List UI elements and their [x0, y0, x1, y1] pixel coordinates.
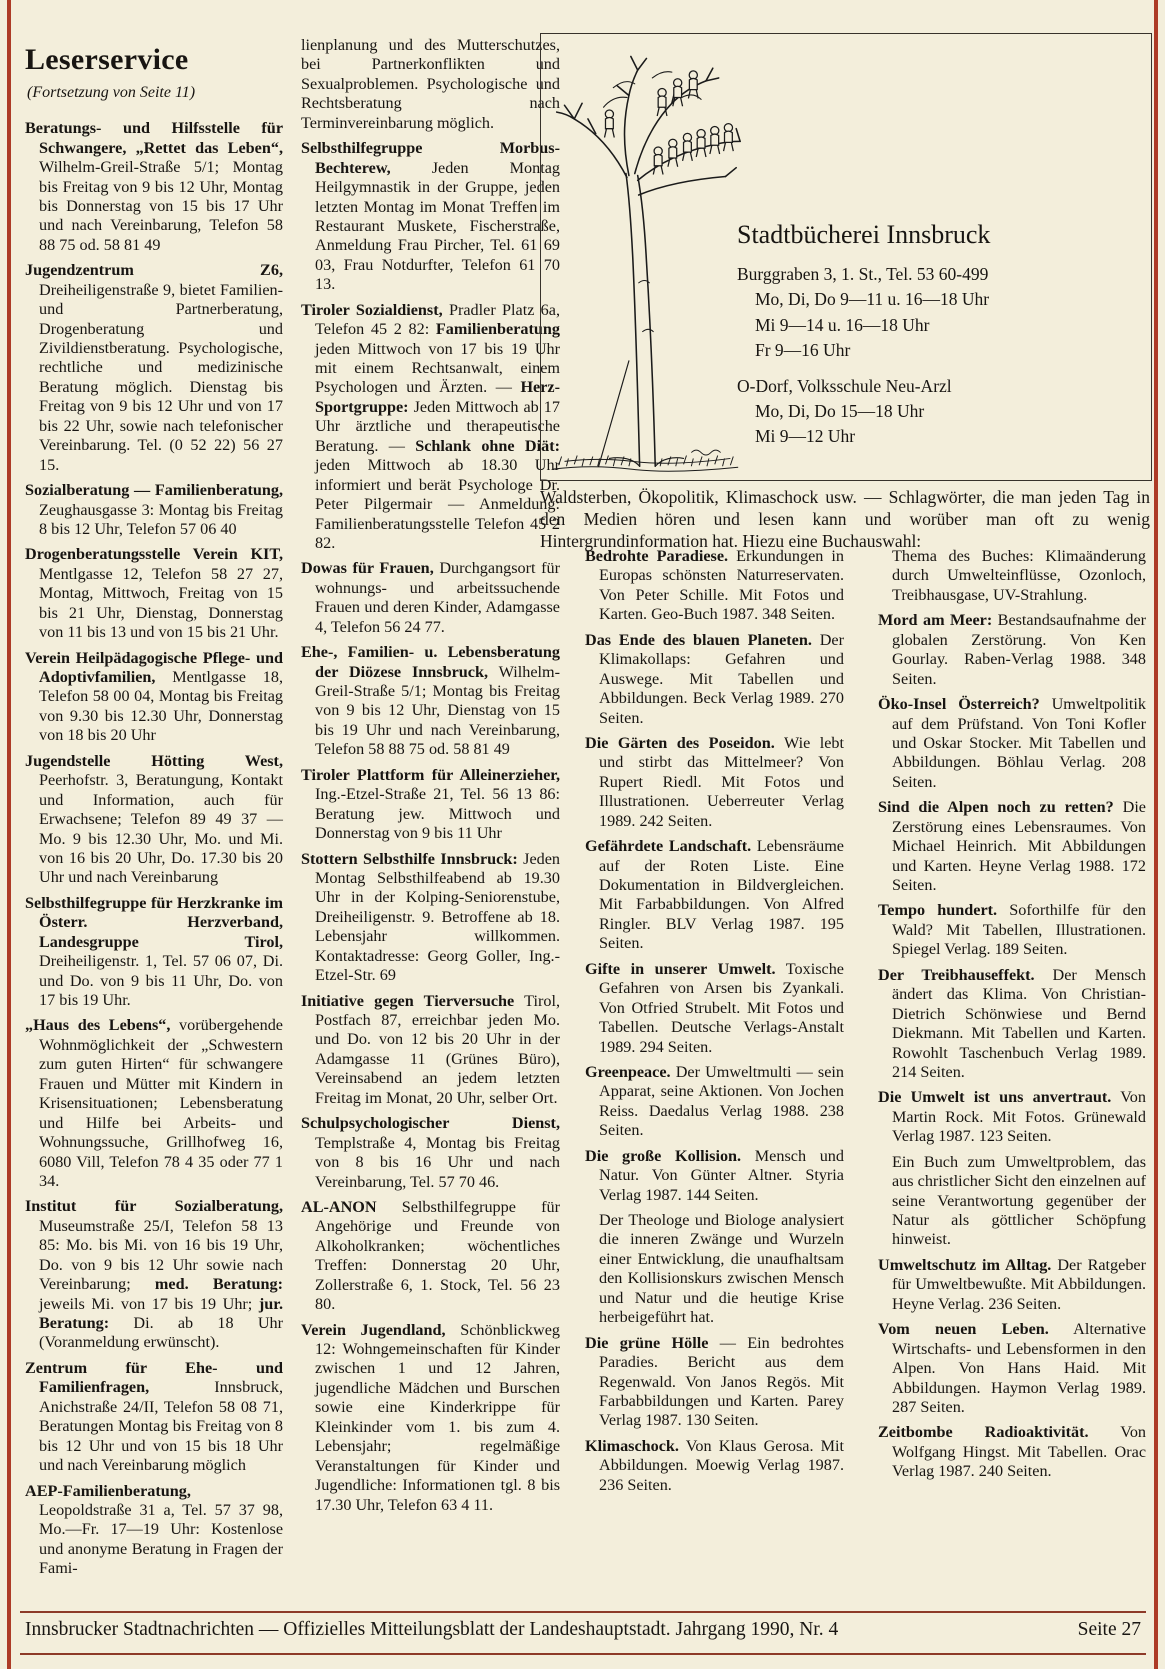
- entry-text: jeweils Mi. von 17 bis 19 Uhr;: [39, 1294, 259, 1313]
- entry-lead: Schlank ohne Diät:: [415, 436, 560, 455]
- entry-text: Tirol, Postfach 87, erreichbar jeden Mo. und Do. von 12 bis 20 Uhr in der Adamgasse 11 (Grünes Büro), Vereinsabend an jedem letzten Freitag im Monat, 20 Uhr, selber Ort.: [315, 991, 560, 1107]
- book-entries-2: [878, 547, 1146, 1482]
- entry-lead: Klimaschock.: [585, 1436, 679, 1455]
- book-entry: [878, 547, 1146, 605]
- service-entry: [301, 1198, 560, 1315]
- entry-text: Jeden Mittwoch ab 17 Uhr ärztliche und therapeutische Beratung. —: [315, 397, 560, 455]
- entry-text: Peerhofstr. 3, Beratungung, Kontakt und Information, auch für Erwachsene; Telefon 89 49 37 — Mo. 9 bis 12.30 Uhr, Mo. und Mi. von 16 bis 20 Uhr, Do. 17.30 bis 20 Uhr und nach Vereinbarung: [39, 771, 283, 887]
- book-entry: [878, 1320, 1146, 1417]
- entry-lead: Ehe-, Familien- u. Lebensberatung der Diözese Innsbruck,: [301, 643, 560, 681]
- entry-text: Templstraße 4, Montag bis Freitag von 8 bis 16 Uhr und nach Vereinbarung, Tel. 57 70 46.: [315, 1133, 560, 1191]
- entry-lead: Tiroler Sozialdienst,: [301, 300, 443, 319]
- book-entry: [878, 901, 1146, 959]
- entry-lead: med. Beratung:: [154, 1275, 283, 1294]
- books-intro: Waldsterben, Ökopolitik, Klimaschock usw. — Schlagwörter, die man jeden Tag in den Medien hören und lesen kann und worüber man oft zu wenig Hintergrundinformation hat. Hiezu eine Buchauswahl:: [540, 487, 1150, 551]
- entry-lead: Die Umwelt ist uns anvertraut.: [878, 1088, 1112, 1107]
- service-entry: [301, 992, 560, 1109]
- book-entry: [585, 1147, 844, 1205]
- entry-text: — Ein bedrohtes Paradies. Bericht aus dem Regenwald. Von Janos Regös. Mit Farbabbildungen und Karten. Parey Verlag 1987. 130 Seiten.: [599, 1333, 844, 1430]
- entry-text: Wie lebt und stirbt das Mittelmeer? Von Rupert Riedl. Mit Fotos und Illustrationen. Ueberreuter Verlag 1989. 242 Seiten.: [599, 733, 845, 830]
- library-hours-line: Fr 9—16 Uhr: [755, 340, 851, 361]
- entry-lead: Vom neuen Leben.: [878, 1320, 1049, 1339]
- footer-top-rule: [20, 1611, 1146, 1613]
- entry-lead: Greenpeace.: [585, 1062, 671, 1081]
- entry-lead: Selbsthilfegruppe für Herzkranke im Österr. Herzverband, Landesgruppe Tirol,: [25, 893, 283, 951]
- entry-text: Mensch und Natur. Von Günter Altner. Styria Verlag 1987. 144 Seiten.: [599, 1146, 844, 1204]
- book-entry: [585, 1334, 844, 1431]
- entry-lead: Die Gärten des Poseidon.: [585, 733, 775, 752]
- entry-lead: Jugendstelle Hötting West,: [25, 751, 283, 770]
- entry-text: Ing.-Etzel-Straße 21, Tel. 56 13 86: Beratung jew. Mittwoch und Donnerstag von 9 bis 11 Uhr: [315, 785, 560, 843]
- entry-text: Alternative Wirtschafts- und Lebensformen in den Alpen. Von Hans Haid. Mit Abbildungen. Haymon Verlag 1989. 287 Seiten.: [892, 1320, 1146, 1416]
- services-column-1: [25, 42, 283, 1585]
- books-column-2: [878, 547, 1146, 1488]
- entry-lead: jur. Beratung:: [39, 1294, 283, 1332]
- library-title: Stadtbücherei Innsbruck: [737, 220, 991, 249]
- entry-lead: Zentrum für Ehe- und Familienfragen,: [25, 1358, 283, 1397]
- entry-lead: Tiroler Plattform für Alleinerzieher,: [301, 765, 560, 784]
- entry-text: Ein Buch zum Umweltproblem, das aus christlicher Sicht den einzelnen auf seine Verantwortung gegenüber der Natur als göttlicher Schöpfung hinweist.: [892, 1152, 1146, 1249]
- service-entry: [25, 1197, 283, 1353]
- entry-lead: Die große Kollision.: [585, 1146, 742, 1165]
- entry-text: Wilhelm-Greil-Straße 5/1; Montag bis Freitag von 9 bis 12 Uhr, Dienstag von 15 bis 19 Uhr und nach Vereinbarung, Telefon 58 88 75 od. 58 81 49: [315, 662, 560, 759]
- entry-lead: Initiative gegen Tierversuche: [301, 991, 515, 1010]
- entry-text: Museumstraße 25/I, Telefon 58 13 85: Mo. bis Mi. von 16 bis 19 Uhr, Do. von 9 bis 12 Uhr sowie nach Vereinbarung;: [39, 1216, 283, 1294]
- entry-text: Der Ratgeber für Umweltbewußte. Mit Abbildungen. Heyne Verlag. 236 Seiten.: [892, 1255, 1146, 1313]
- book-entry: [585, 1437, 844, 1495]
- entry-text: Zeughausgasse 3: Montag bis Freitag 8 bis 12 Uhr, Telefon 57 06 40: [39, 500, 283, 538]
- book-entry: [585, 960, 844, 1057]
- book-entry: [878, 1088, 1146, 1146]
- book-entry: [878, 1256, 1146, 1314]
- footer: [25, 1619, 1141, 1641]
- book-entry: [878, 1423, 1146, 1481]
- entry-text: Dreiheiligenstr. 1, Tel. 57 06 07, Di. und Do. von 9 bis 11 Uhr, Do. von 17 bis 19 Uhr.: [39, 952, 283, 1009]
- footer-page-number: Seite 27: [1077, 1619, 1141, 1640]
- library-hours-line: Mo, Di, Do 9—11 u. 16—18 Uhr: [755, 289, 990, 310]
- entry-lead: Herz-Sportgruppe:: [315, 378, 560, 416]
- entry-text: Der Theologe und Biologe analysiert die inneren Zwänge und Wurzeln einer Entwicklung, die unaufhaltsam den Kollisionskurs zwischen Mensch und Natur und die heutige Krise herbeigeführt hat.: [599, 1211, 844, 1327]
- entry-text: Erkundungen in Europas schönsten Naturreservaten. Von Peter Schille. Mit Fotos und Karten. Geo-Buch 1987. 348 Seiten.: [599, 547, 844, 624]
- book-entry: [878, 1153, 1146, 1250]
- book-entry: [878, 611, 1146, 689]
- services-entries-2: [301, 36, 560, 1515]
- page-title: Leserservice: [25, 43, 189, 76]
- service-entry: [25, 481, 283, 539]
- entry-text: Bestandsaufnahme der globalen Zerstörung. Von Ken Gourlay. Raben-Verlag 1988. 348 Seiten.: [892, 611, 1146, 688]
- entry-text: Von Klaus Gerosa. Mit Abbildungen. Moewig Verlag 1987. 236 Seiten.: [599, 1436, 844, 1494]
- entry-lead: Tempo hundert.: [878, 901, 998, 920]
- entry-text: jeden Mittwoch ab 18.30 Uhr informiert und berät Psychologe Dr. Peter Pilgermair — Anmeldung: Familienberatungsstelle Telefon 45 2 82.: [315, 456, 560, 552]
- service-entry: [301, 1114, 560, 1192]
- service-entry: [301, 643, 560, 760]
- service-entry: [301, 301, 560, 554]
- entry-lead: AL-ANON: [301, 1197, 377, 1216]
- entry-lead: Zeitbombe Radioaktivität.: [878, 1423, 1089, 1442]
- library-hours-line: Mi 9—12 Uhr: [755, 426, 856, 447]
- entry-lead: Institut für Sozialberatung,: [25, 1197, 283, 1216]
- entry-text: Jeden Montag Selbsthilfeabend ab 19.30 Uhr in der Kolping-Seniorenstube, Dreiheiligenstr. 9. Betroffene ab 18. Lebensjahr willkommen. Kontaktadresse: Georg Goller, Ing.-Etzel-Str. 69: [315, 849, 560, 985]
- entry-text: Mentlgasse 18, Telefon 58 00 04, Montag bis Freitag von 9.30 bis 12.30 Uhr, Donnerstag von 18 bis 20 Uhr: [39, 668, 283, 745]
- book-entry: [585, 631, 844, 728]
- entry-text: Wilhelm-Greil-Straße 5/1; Montag bis Freitag von 9 bis 12 Uhr, Montag bis Donnerstag von 15 bis 17 Uhr und nach Vereinbarung, Telefon 58 88 75 od. 58 81 49: [39, 158, 283, 254]
- entry-text: Di. ab 18 Uhr (Voranmeldung erwünscht).: [39, 1314, 283, 1352]
- entry-text: Lebensräume auf der Roten Liste. Eine Dokumentation in Bildvergleichen. Mit Farbabbildungen. Von Alfred Ringler. BLV Verlag 1987. 195 Seiten.: [599, 837, 844, 953]
- service-entry: [25, 649, 283, 746]
- entry-lead: Schulpsychologischer Dienst,: [301, 1114, 560, 1133]
- entry-text: Leopoldstraße 31 a, Tel. 57 37 98, Mo.—Fr. 17—19 Uhr: Kostenlose und anonyme Beratung in Fragen der Fami-: [39, 1500, 283, 1578]
- entry-text: Der Mensch ändert das Klima. Von Christian-Dietrich Schönwiese und Bernd Diekmann. Mit Tabellen und Karten. Rowohlt Taschenbuch Verlag 1989. 214 Seiten.: [892, 965, 1147, 1081]
- entry-lead: Familienberatung: [435, 320, 560, 339]
- book-entry: [585, 1211, 844, 1328]
- service-entry: [25, 894, 283, 1011]
- service-entry: [301, 559, 560, 637]
- service-entry: [25, 1482, 283, 1579]
- entry-lead: Sozialberatung — Familienberatung,: [25, 481, 283, 500]
- library-box: [540, 33, 1152, 481]
- library-info: [737, 220, 1139, 450]
- library-hours-line: Mo, Di, Do 15—18 Uhr: [755, 400, 925, 421]
- book-entry: [878, 966, 1146, 1083]
- book-entry: [585, 837, 844, 954]
- entry-lead: Drogenberatungsstelle Verein KIT,: [25, 545, 283, 564]
- entry-lead: Verein Heilpädagogische Pflege- und Adoptivfamilien,: [25, 648, 283, 686]
- entry-text: Selbsthilfegruppe für Angehörige und Freunde von Alkoholkranken; wöchentliches Treffen: Donnerstag 20 Uhr, Zollerstraße 6, 1. Stock, Tel. 56 23 80.: [315, 1197, 560, 1314]
- library-hours: [737, 262, 1139, 450]
- entry-text: Von Wolfgang Hingst. Mit Tabellen. Orac Verlag 1987. 240 Seiten.: [892, 1423, 1147, 1481]
- book-entry: [585, 547, 844, 625]
- service-entry: [25, 545, 283, 642]
- page-subtitle: (Fortsetzung von Seite 11): [27, 84, 196, 101]
- entry-text: Schönblickweg 12: Wohngemeinschaften für Kinder zwischen 1 und 12 Jahren, jugendliche Mädchen und Burschen sowie eine Kinderkrippe für Kleinkinder vom 1. bis zum 4. Lebensjahr; regelmäßige Veranstaltungen für Kinder und Jugendliche: Informationen tgl. 8 bis 17.30 Uhr, Telefon 63 4 11.: [315, 1320, 560, 1514]
- entry-lead: Jugendzentrum Z6,: [25, 261, 283, 280]
- entry-lead: Selbsthilfegruppe Morbus-Bechterew,: [301, 139, 560, 177]
- right-margin-rule: [1154, 0, 1158, 1669]
- library-hours-line: Mi 9—14 u. 16—18 Uhr: [755, 314, 930, 335]
- entry-lead: „Haus des Lebens“,: [25, 1016, 171, 1035]
- library-hours-line: Burggraben 3, 1. St., Tel. 53 60-499: [737, 264, 989, 284]
- book-entries-1: [585, 547, 844, 1495]
- service-entry: [301, 1321, 560, 1515]
- book-entry: [585, 1063, 844, 1141]
- entry-text: vorübergehende Wohnmöglichkeit der „Schwestern zum guten Hirten“ für schwangere Frauen und Mütter mit Kindern in Krisensituationen; Lebensberatung und Hilfe bei Arbeits- und Wohnungssuche, Grillhofweg 16, 6080 Vill, Telefon 78 4 35 oder 77 1 34.: [39, 1016, 283, 1190]
- footer-publication: Innsbrucker Stadtnachrichten — Offizielles Mitteilungsblatt der Landeshauptstadt. Jahrgang 1990, Nr. 4: [25, 1619, 839, 1640]
- entry-text: Thema des Buches: Klimaänderung durch Umwelteinflüsse, Ozonloch, Treibhausgase, UV-Strahlung.: [892, 547, 1146, 604]
- entry-lead: Öko-Insel Österreich?: [878, 695, 1040, 714]
- tree-with-people-illustration: [545, 36, 745, 476]
- entry-text: Pradler Platz 6a, Telefon 45 2 82:: [315, 300, 561, 339]
- entry-text: Umweltpolitik auf dem Prüfstand. Von Toni Kofler und Oskar Stocker. Mit Tabellen und Abbildungen. Böhlau Verlag. 208 Seiten.: [892, 695, 1147, 791]
- left-margin-rule: [7, 0, 11, 1669]
- entry-lead: Gifte in unserer Umwelt.: [585, 959, 776, 978]
- entry-text: Toxische Gefahren von Arsen bis Zyankali. Von Otfried Strubelt. Mit Fotos und Tabellen. Deutsche Verlags-Anstalt 1989. 294 Seiten.: [599, 959, 844, 1056]
- entry-text: Soforthilfe für den Wald? Mit Tabellen, Illustrationen. Spiegel Verlag. 189 Seiten.: [892, 901, 1146, 959]
- book-entry: [878, 798, 1146, 895]
- service-entry: [301, 766, 560, 844]
- entry-lead: Dowas für Frauen,: [301, 559, 434, 578]
- entry-lead: Verein Jugendland,: [301, 1320, 446, 1339]
- entry-lead: Gefährdete Landschaft.: [585, 837, 752, 856]
- service-entry: [301, 850, 560, 986]
- entry-lead: Mord am Meer:: [878, 611, 993, 630]
- entry-lead: Die grüne Hölle: [585, 1333, 709, 1352]
- library-hours-line: O-Dorf, Volksschule Neu-Arzl: [737, 375, 952, 396]
- entry-text: Dreiheiligenstraße 9, bietet Familien- und Partnerberatung, Drogenberatung und Zivildienstberatung. Psychologische, rechtliche und medizinische Beratung möglich. Dienstag bis Freitag von 9 bis 12 Uhr und von 17 bis 22 Uhr, sowie nach telefonischer Vereinbarung. Tel. (0 52 22) 56 27 15.: [39, 280, 283, 474]
- entry-lead: Sind die Alpen noch zu retten?: [878, 798, 1114, 817]
- entry-text: lienplanung und des Mutterschutzes, bei Partnerkonflikten und Sexualproblemen. Psychologische und Rechtsberatung nach Terminvereinbarung möglich.: [301, 36, 560, 132]
- entry-lead: Der Treibhauseffekt.: [878, 965, 1035, 984]
- book-entry: [585, 734, 844, 831]
- books-column-1: [585, 547, 844, 1501]
- entry-lead: AEP-Familienberatung,: [25, 1481, 191, 1500]
- entry-text: jeden Mittwoch von 17 bis 19 Uhr mit einem Rechtsanwalt, einem Psychologen und Ärzten. —: [315, 339, 560, 397]
- service-entry: [25, 752, 283, 888]
- book-entry: [878, 695, 1146, 792]
- entry-lead: Bedrohte Paradiese.: [585, 547, 729, 565]
- entry-lead: Umweltschutz im Alltag.: [878, 1255, 1052, 1274]
- service-entry: [25, 261, 283, 475]
- entry-text: Der Umweltmulti — sein Apparat, seine Aktionen. Von Jochen Reiss. Daedalus Verlag 1988. 238 Seiten.: [599, 1062, 844, 1140]
- service-entry: [301, 36, 560, 133]
- entry-text: Jeden Montag Heilgymnastik in der Gruppe, jeden letzten Montag im Monat Treffen im Restaurant Muskete, Fischerstraße, Anmeldung Frau Pircher, Tel. 61 69 03, Frau Notdurfter, Telefon 61 70 13.: [315, 158, 560, 294]
- services-entries-1: [25, 119, 283, 1579]
- entry-text: Mentlgasse 12, Telefon 58 27 27, Montag, Mittwoch, Freitag von 15 bis 21 Uhr, Dienstag, Donnerstag von 11 bis 13 und von 15 bis 21 Uhr.: [39, 564, 283, 642]
- service-entry: [25, 1016, 283, 1191]
- entry-text: Von Martin Rock. Mit Fotos. Grünewald Verlag 1987. 123 Seiten.: [892, 1088, 1146, 1146]
- entry-text: Der Klimakollaps: Gefahren und Auswege. Mit Tabellen und Abbildungen. Beck Verlag 1989. 270 Seiten.: [599, 630, 845, 727]
- entry-text: Innsbruck, Anichstraße 24/II, Telefon 58 08 71, Beratungen Montag bis Freitag von 8 bis 12 Uhr und von 15 bis 18 Uhr und nach Vereinbarung möglich: [39, 1378, 283, 1475]
- entry-lead: Stottern Selbsthilfe Innsbruck:: [301, 849, 518, 868]
- entry-text: Durchgangsort für wohnungs- und arbeitssuchende Frauen und deren Kinder, Adamgasse 4, Telefon 56 24 77.: [315, 559, 561, 636]
- service-entry: [301, 139, 560, 295]
- services-column-2: [301, 36, 560, 1521]
- footer-bottom-rule: [20, 1653, 1146, 1655]
- entry-lead: Das Ende des blauen Planeten.: [585, 630, 812, 649]
- service-entry: [25, 119, 283, 255]
- entry-lead: Beratungs- und Hilfsstelle für Schwangere, „Rettet das Leben“,: [25, 119, 283, 157]
- entry-text: Die Zerstörung eines Lebensraumes. Von Michael Heinrich. Mit Abbildungen und Karten. Heyne Verlag 1988. 172 Seiten.: [892, 798, 1146, 894]
- service-entry: [25, 1359, 283, 1476]
